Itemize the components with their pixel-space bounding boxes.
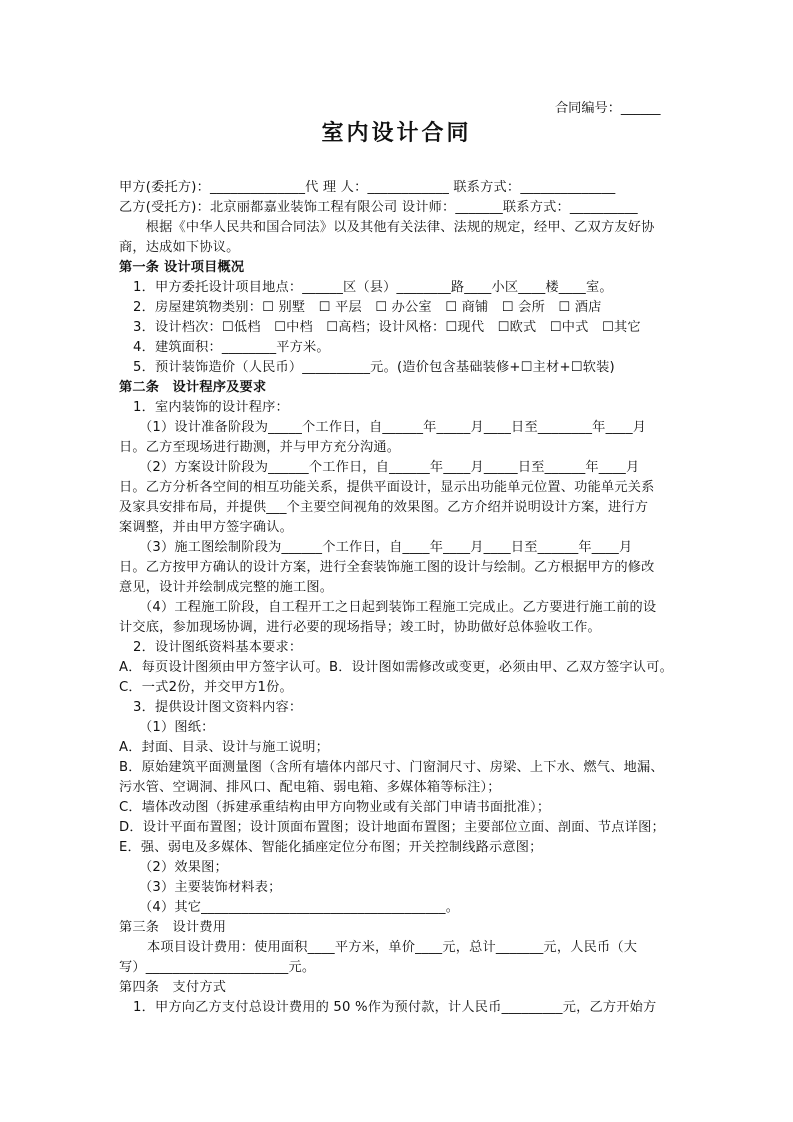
clause-line: 5．预计装饰造价（人民币）__________元。(造价包含基础装修+☐主材+☐软装) (133, 360, 615, 375)
clause-line: 3．提供设计图文资料内容： (133, 700, 303, 715)
clause-line: E．强、弱电及多媒体、智能化插座定位分布图；开关控制线路示意图； (119, 840, 543, 855)
contract-number: 合同编号：______ (555, 101, 661, 116)
clause-line: （3）主要装饰材料表； (139, 880, 282, 895)
clause-line: 1．室内装饰的设计程序： (133, 400, 289, 415)
clause-line: （1）图纸： (139, 720, 215, 735)
clause-line: A．封面、目录、设计与施工说明； (119, 740, 330, 755)
clause-line: 1．甲方向乙方支付总设计费用的 50 %作为预付款，计人民币_________元，乙方开始方 (133, 1000, 657, 1015)
clause-line: 日。乙方分析各空间的相互功能关系，提供平面设计，显示出功能单元位置、功能单元关系 (119, 480, 655, 495)
clause-line: D．设计平面布置图；设计顶面布置图；设计地面布置图；主要部位立面、剖面、节点详图； (119, 820, 665, 835)
preamble-line: 商，达成如下协议。 (119, 240, 240, 255)
clause-line: 3．设计档次：☐低档 ☐中档 ☐高档；设计风格：☐现代 ☐欧式 ☐中式 ☐其它 (133, 320, 641, 335)
clause-line: （4）工程施工阶段，自工程开工之日起到装饰工程施工完成止。乙方要进行施工前的设 (139, 600, 657, 615)
clause-line: 本项目设计费用：使用面积____平方米，单价____元，总计_______元，人民币（大 (147, 940, 638, 955)
section-heading: 第三条 设计费用 (119, 920, 227, 935)
clause-line: （2）效果图； (139, 860, 228, 875)
clause-line: 计交底，参加现场协调，进行必要的现场指导；竣工时，协助做好总体验收工作。 (119, 620, 601, 635)
section-heading: 第二条 设计程序及要求 (119, 380, 267, 395)
clause-line: 4．建筑面积：________平方米。 (133, 340, 330, 355)
clause-line: C．一式2份，并交甲方1份。 (119, 680, 293, 695)
preamble-line: 根据《中华人民共和国合同法》以及其他有关法律、法规的规定，经甲、乙双方友好协 (119, 220, 655, 235)
clause-line: C．墙体改动图（拆建承重结构由甲方向物业或有关部门申请书面批准）； (119, 800, 551, 815)
clause-line: 2．房屋建筑物类别：☐ 别墅 ☐ 平层 ☐ 办公室 ☐ 商铺 ☐ 会所 ☐ 酒店 (133, 300, 602, 315)
clause-line: 污水管、空调洞、排风口、配电箱、弱电箱、多媒体箱等标注）； (119, 780, 501, 795)
page-title: 室内设计合同 (321, 120, 472, 146)
party-a-line: 甲方(委托方)：______________代 理 人：____________ 联系方式：______________ (119, 180, 616, 195)
section-heading: 第一条 设计项目概况 (119, 260, 245, 275)
clause-line: 写）_____________________元。 (119, 960, 316, 975)
clause-line: 2．设计图纸资料基本要求： (133, 640, 303, 655)
clause-line: 1．甲方委托设计项目地点：______区（县）________路____小区____楼____室。 (133, 280, 613, 295)
clause-line: 及家具安排布局，并提供___个主要空间视角的效果图。乙方介绍并说明设计方案，进行方 (119, 500, 649, 515)
clause-line: A．每页设计图须由甲方签字认可。B．设计图如需修改或变更，必须由甲、乙双方签字认可。 (119, 660, 673, 675)
clause-line: （3）施工图绘制阶段为______个工作日，自____年____月____日至______年____月 (139, 540, 633, 555)
clause-line: （2）方案设计阶段为______个工作日，自______年____月_____日至______年____月 (139, 460, 640, 475)
clause-line: B．原始建筑平面测量图（含所有墙体内部尺寸、门窗洞尺寸、房梁、上下水、燃气、地漏、 (119, 760, 664, 775)
clause-line: 案调整，并由甲方签字确认。 (119, 520, 294, 535)
clause-line: 日。乙方按甲方确认的设计方案，进行全套装饰施工图的设计与绘制。乙方根据甲方的修改 (119, 560, 655, 575)
clause-line: （1）设计准备阶段为_____个工作日，自______年_____月____日至________年____月 (139, 420, 647, 435)
clause-line: 日。乙方至现场进行勘测，并与甲方充分沟通。 (119, 440, 401, 455)
party-b-line: 乙方(受托方)：北京丽都嘉业装饰工程有限公司 设计师：_______联系方式：__________ (119, 200, 638, 215)
clause-line: （4）其它____________________________________。 (139, 900, 460, 915)
section-heading: 第四条 支付方式 (119, 980, 227, 995)
clause-line: 意见，设计并绘制成完整的施工图。 (119, 580, 334, 595)
